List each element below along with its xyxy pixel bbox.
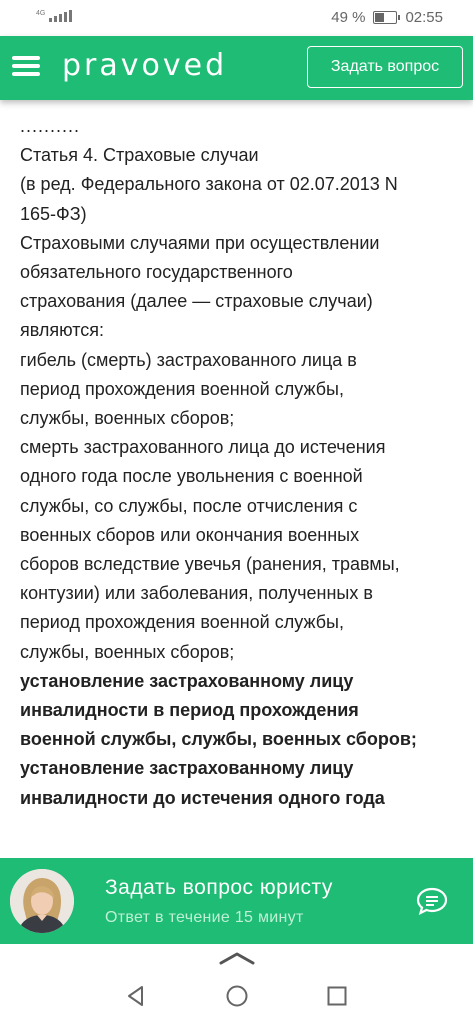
hamburger-menu-icon[interactable] [12,54,40,78]
system-nav-bar [0,944,473,1024]
home-icon[interactable] [225,984,249,1008]
network-type: 4G [36,10,46,17]
article-line: службы, военных сборов; [20,408,235,429]
article-line: период прохождения военной службы, [20,378,344,399]
article-line: военных сборов или окончания военных [20,524,360,545]
article-line: сборов вследствие увечья (ранения, травмы, [20,554,400,575]
article-text [20,112,460,858]
article-line: (в ред. Федерального закона от 02.07.2013 N [20,174,398,195]
chat-bubble-icon[interactable] [416,887,448,915]
ask-question-button[interactable]: Задать вопрос [307,46,463,88]
ellipsis-line: .......... [20,116,81,136]
app-header [0,36,473,100]
battery-percent: 49 % [331,9,366,26]
battery-level-fill [375,13,384,22]
article-line: одного года после увольнения с военной [20,466,363,487]
article-line: инвалидности до истечения одного года [20,787,385,808]
pravoved-logo[interactable]: pravoved [62,48,228,83]
signal-bar-icon [59,14,62,22]
article-line: страхования (далее — страховые случаи) [20,291,373,312]
article-line: являются: [20,320,105,341]
clock: 02:55 [405,9,443,26]
status-bar [0,0,473,36]
article-line: установление застрахованному лицу [20,670,354,691]
article-line: контузии) или заболевания, полученных в [20,583,373,604]
signal-bar-icon [54,16,57,22]
battery-icon [373,11,397,24]
article-line: Статья 4. Страховые случаи [20,145,259,166]
back-icon[interactable] [124,984,148,1008]
article-line: службы, со службы, после отчисления с [20,495,358,516]
article-line: гибель (смерть) застрахованного лица в [20,349,357,370]
article-line: установление застрахованному лицу [20,758,354,779]
chevron-up-icon[interactable] [218,950,256,966]
article-line: военной службы, службы, военных сборов; [20,729,417,750]
article-line: службы, военных сборов; [20,641,235,662]
ask-lawyer-bar[interactable] [0,858,473,944]
article-line: 165-ФЗ) [20,203,87,224]
signal-bar-icon [69,10,72,22]
signal-bar-icon [49,18,52,22]
signal-bar-icon [64,12,67,22]
lawyer-avatar [10,869,74,933]
article-line: обязательного государственного [20,262,293,283]
article-line: Страховыми случаями при осуществлении [20,232,380,253]
article-line: инвалидности в период прохождения [20,700,359,721]
cta-subtitle: Ответ в течение 15 минут [105,909,304,926]
recent-apps-icon[interactable] [325,984,349,1008]
article-line: смерть застрахованного лица до истечения [20,437,386,458]
cta-title: Задать вопрос юристу [105,876,333,899]
signal-indicator [36,10,72,22]
article-line: период прохождения военной службы, [20,612,344,633]
